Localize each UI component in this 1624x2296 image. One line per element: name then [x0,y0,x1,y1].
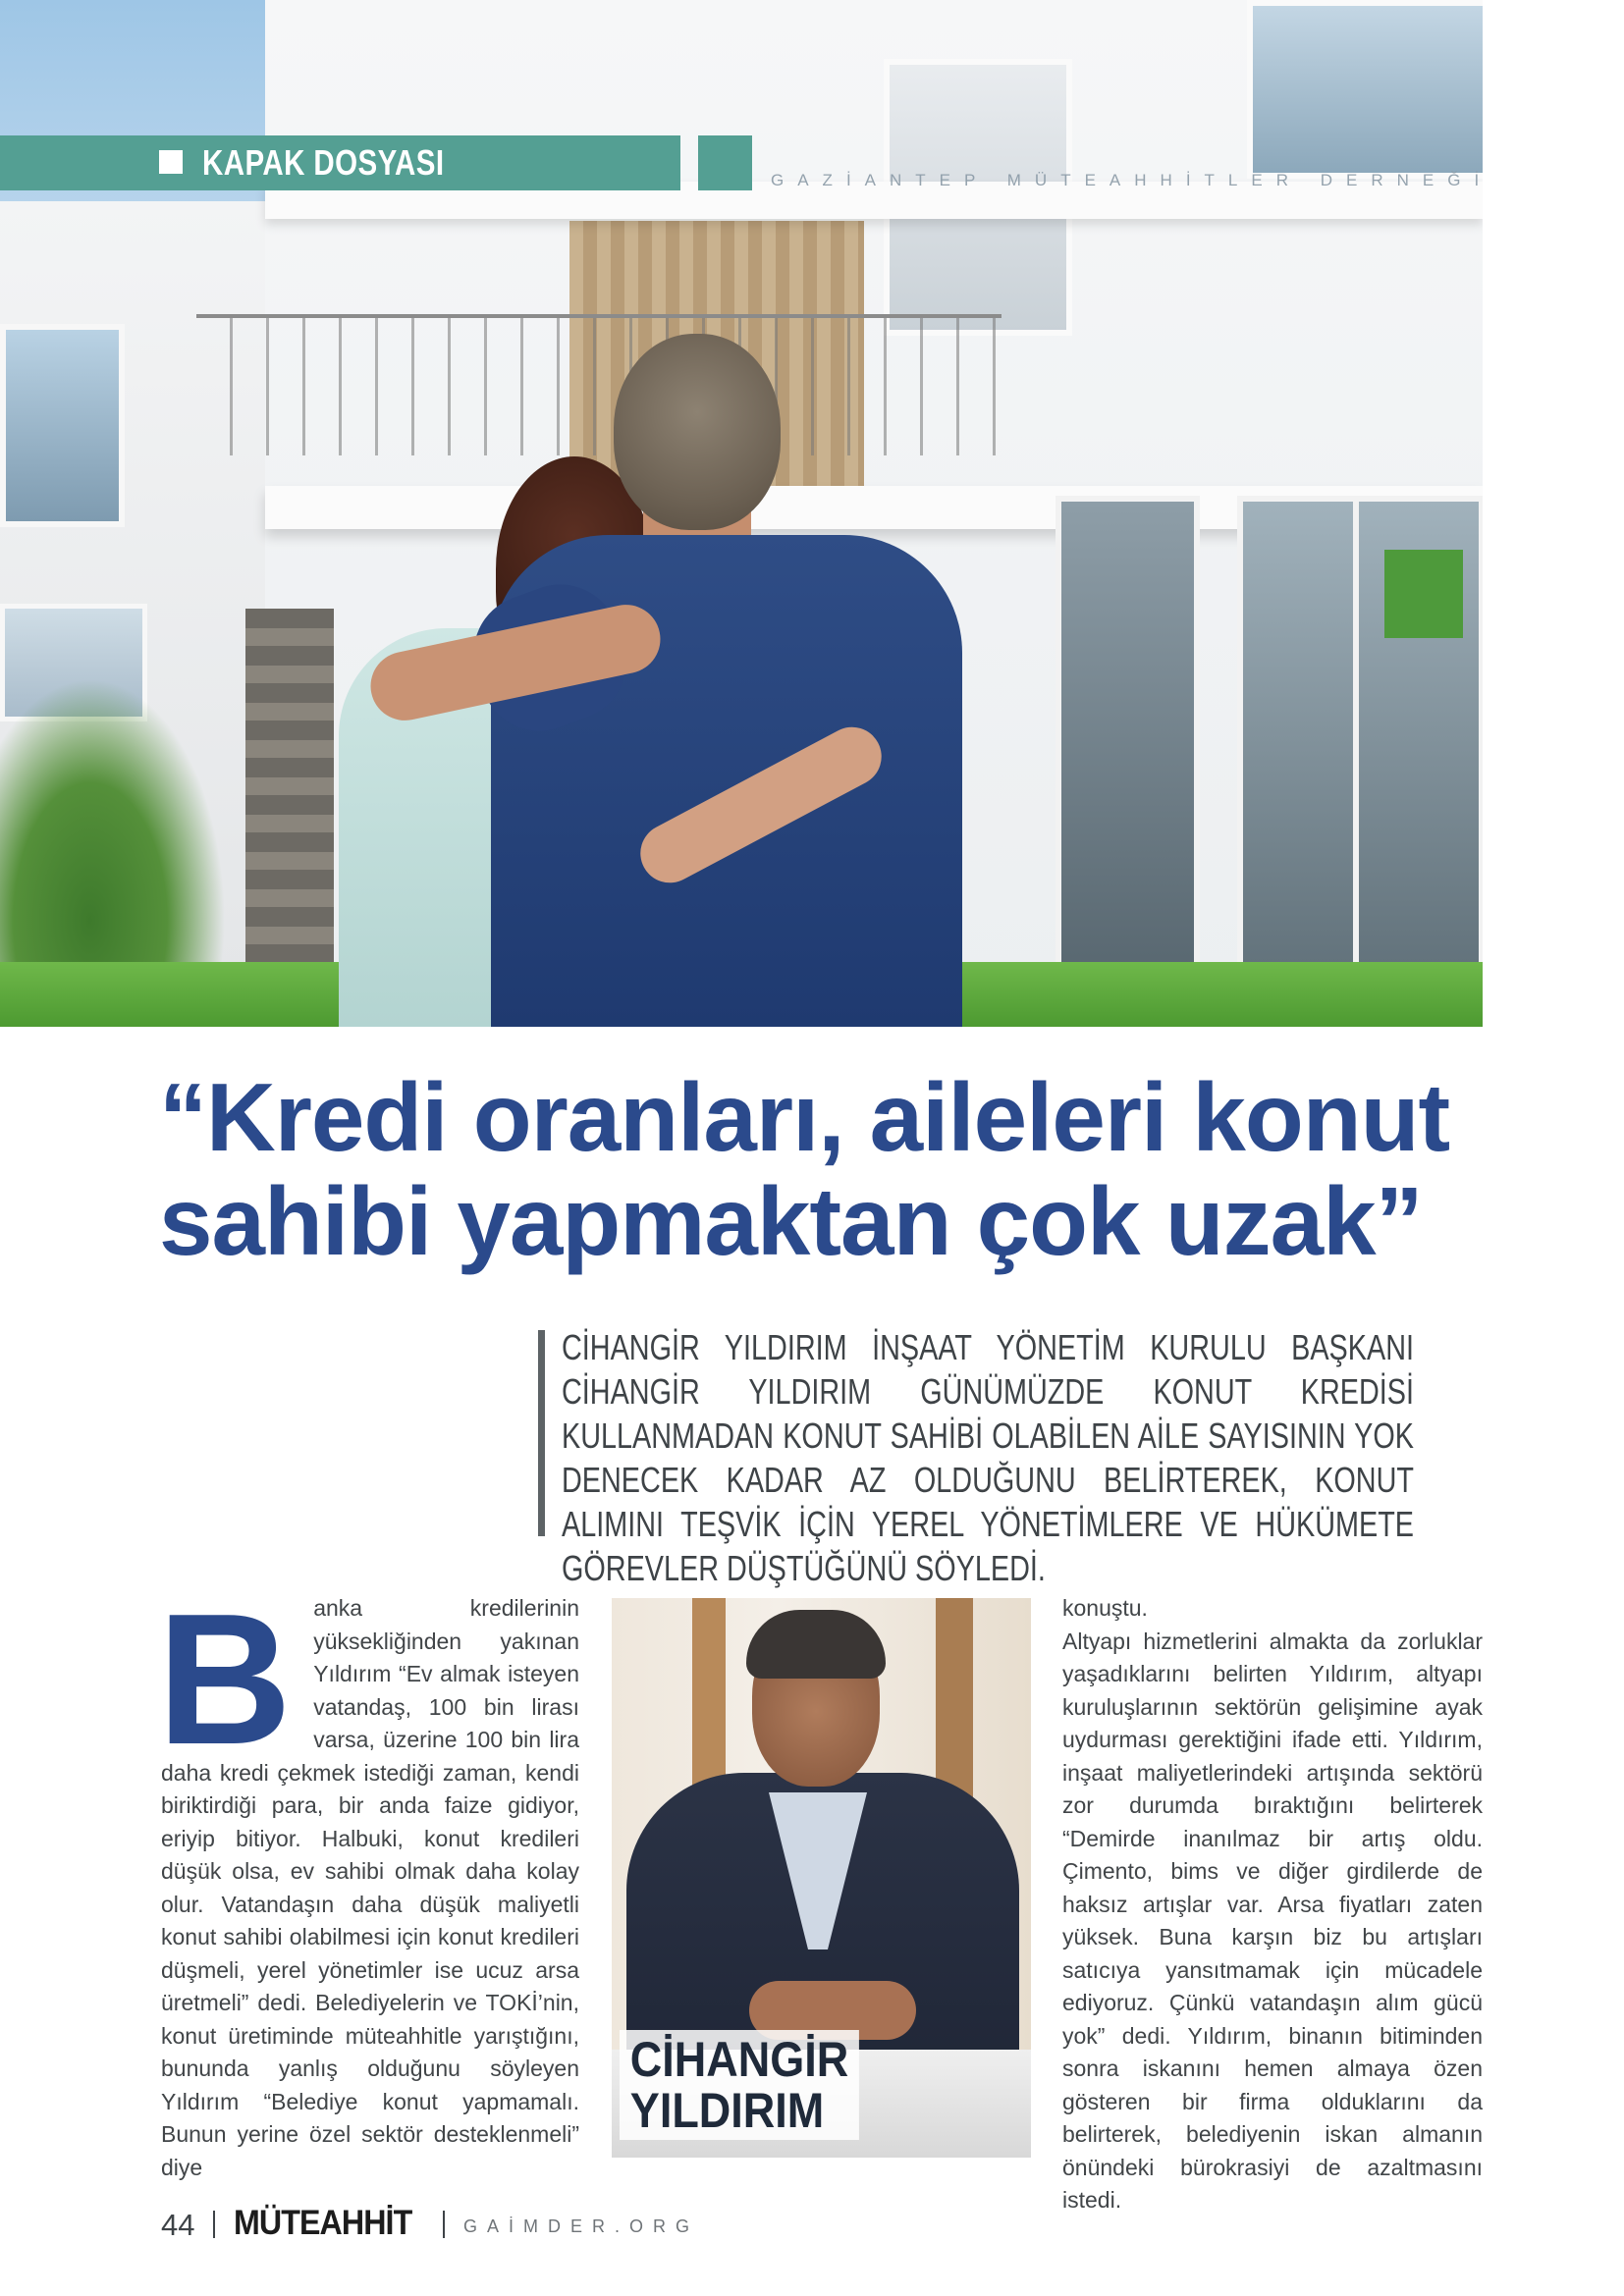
article-title: “Kredi oranları, aileleri konut sahibi yapmaktan çok uzak” [159,1063,1450,1275]
section-label: KAPAK DOSYASI [202,142,445,183]
glass-door [1056,496,1200,998]
body-paragraph: Altyapı hizmetlerini almakta da zorluklar yaşadıklarını belirten Yıldırım, altyapı kuruluşlarının sektörün gelişimine ayak uydurması gerektiğini ifade etti. Yıldırım, inşaat maliyetlerindeki artışında sektörü zor durumda bıraktığını belirterek “Demirde inanılmaz bir artış oldu. Çimento, bims ve diğer girdilerde de haksız artışlar var. Arsa fiyatları zaten yüksek. Buna karşın biz bu artışları satıcıya yansıtmamak için mücadele ediyoruz. Çünkü vatandaşın alım gücü yok” dedi. Yıldırım, binanın bitiminden sonra iskanını hemen almaya özen gösteren bir firma olduklarını da belirterek, belediyenin iskan almanın önündeki bürokrasiyi de azaltmasını istedi. [1062,1628,1483,2213]
footer-divider [443,2211,445,2238]
body-paragraph: konuştu. [1062,1595,1148,1621]
caption-line: CİHANGİR [629,2032,849,2087]
caption-line: YILDIRIM [629,2083,825,2138]
website-link[interactable]: GAİMDER.ORG [463,2216,700,2236]
article-deck: CİHANGİR YILDIRIM İNŞAAT YÖNETİM KURULU BAŞKANI CİHANGİR YILDIRIM GÜNÜMÜZDE KONUT KREDİSİ KULLANMADAN KONUT SAHİBİ OLABİLEN AİLE SAYISININ YOK DENECEK KADAR AZ OLDUĞUNU BELİRTEREK, KONUT ALIMINI TEŞVİK İÇİN YEREL YÖNETİMLERE VE HÜKÜMETE GÖREVLER DÜŞTÜĞÜNÜ SÖYLEDİ. [562,1327,1414,1588]
deck-bar [538,1330,545,1536]
body-column-right [1062,1592,1483,2217]
hair [746,1610,886,1679]
window [0,324,125,527]
plant [0,677,226,982]
footer-divider [213,2211,215,2238]
body-column-left [157,1575,579,2184]
magazine-logo: MÜTEAHHİT [234,2204,412,2242]
man-head [614,334,781,530]
drop-cap: B [157,1575,293,1784]
page-number: 44 [161,2208,195,2242]
balcony-railing [196,314,1001,455]
garden-view [1384,550,1463,638]
section-band-accent [698,135,752,190]
window [1247,0,1483,179]
square-icon [159,150,183,174]
association-name: GAZİANTEP MÜTEAHHİTLER DERNEĞİ [771,171,1493,189]
portrait-photo [612,1598,1031,2158]
portrait-caption [620,2030,859,2140]
stone-wall [245,609,334,982]
body-text: anka kredilerinin yüksekliğinden yakınan Yıldırım “Ev almak isteyen vatandaş, 100 bin lirası varsa, üzerine 100 bin lira daha kredi çekmek istediği zaman, kendi biriktirdiği para, bir anda faize gidiyor, eriyip bitiyor. Halbuki, konut kredileri düşük olsa, ev sahibi olmak daha kolay olur. Vatandaşın daha düşük maliyetli konut sahibi olabilmesi için konut kredileri düşmeli, yerel yönetimler ise ucuz arsa üretmeli” dedi. Belediyelerin ve TOKİ’nin, konut üretiminde müteahhitle yarıştığını, bununda yanlış olduğunu söyleyen Yıldırım “Belediye konut yapmamalı. Bunun yerine özel sektör desteklenmeli” diye [161,1595,579,2180]
